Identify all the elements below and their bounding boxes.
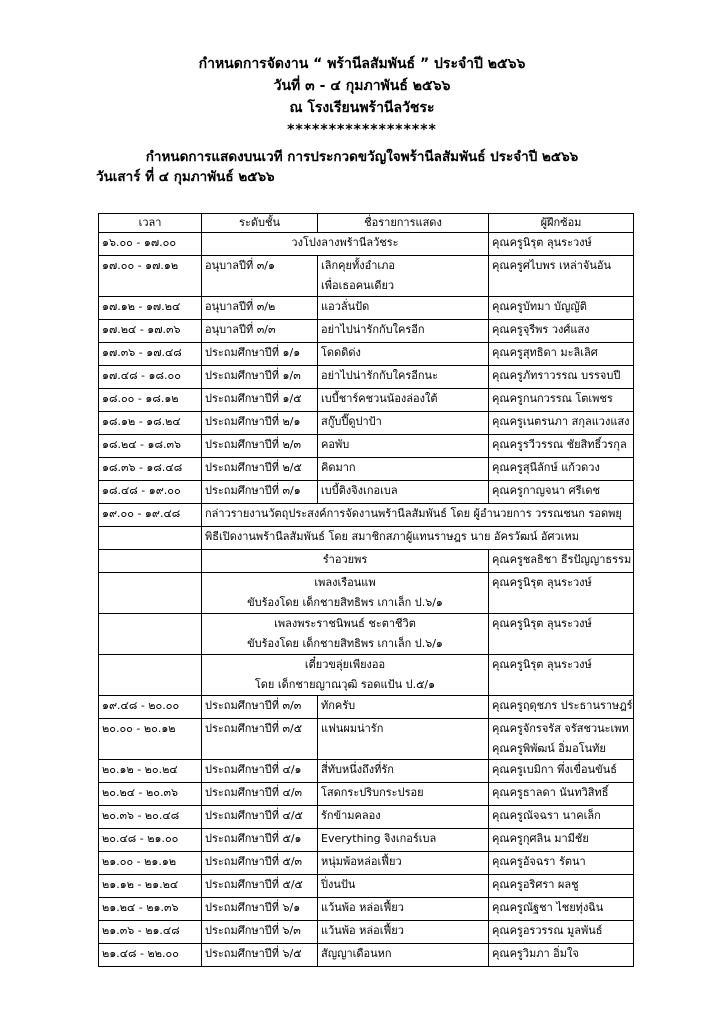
table-row — [99, 829, 634, 852]
header-trainer: ผู้ฝึกซ้อม — [489, 214, 634, 233]
cell-level: ประถมศึกษาปีที่ ๒/๕ — [202, 458, 318, 481]
trainer-name: คุณครูชลธิชา ธีรปัญญาธรรม — [492, 553, 632, 566]
show-name: ทักครับ — [321, 699, 356, 712]
event-dates: วันที่ ๓ - ๔ กุมภาพันธ์ ๒๕๖๖ — [273, 78, 451, 94]
trainer-name: คุณครูธาลดา นันทวิสิทธิ์ — [492, 786, 609, 799]
show-name: ปิ่งนปัน — [321, 878, 356, 891]
cell-show — [318, 806, 489, 829]
cell-trainer — [489, 760, 634, 783]
cell-show — [318, 366, 489, 389]
cell-level: ประถมศึกษาปีที่ ๓/๕ — [202, 719, 318, 760]
merged-line: พิธีเปิดงานพร้านีลสัมพันธ์ โดย สมาชิกสภาผู้แทนราษฎร นาย อัครวัฒน์ อัศวเหม — [205, 530, 579, 543]
show-name: แว้นพ้อ หล่อเฟี้ยว — [321, 901, 404, 914]
table-row — [99, 719, 634, 760]
cell-merged — [202, 655, 489, 696]
cell-show — [318, 297, 489, 320]
show-name: แว้นพ้อ หล่อเฟี้ยว — [321, 924, 404, 937]
trainer-name: คุณครูนิรุต ลุนระวงษ์ — [492, 576, 592, 589]
show-name: แฟนผมน่ารัก — [321, 722, 384, 735]
trainer-name: คุณครูอริศรา ผลชู — [492, 878, 579, 891]
show-name: เบบี้ชาร์คชวนน้องล่องใต้ — [321, 392, 438, 405]
trainer-name: คุณครูบัทมา บัญญัติ — [492, 300, 587, 313]
cell-time — [99, 527, 202, 550]
cell-time: ๑๘.๑๒ - ๑๘.๒๔ — [99, 412, 202, 435]
trainer-name: คุณครูณัฐชา ไชยทุ่งฉิน — [492, 901, 604, 914]
merged-line: เพลงเรือนแพ — [314, 576, 376, 589]
cell-time: ๒๐.๔๘ - ๒๑.๐๐ — [99, 829, 202, 852]
show-name: โสดกระปริบกระปรอย — [321, 786, 424, 799]
merged-line: กล่าวรายงานวัตถุประสงค์การจัดงานพร้านีลสัมพันธ์ โดย ผู้อำนวยการ วรรณชนก รอดพยุ — [205, 507, 622, 520]
table-row — [99, 366, 634, 389]
cell-time: ๒๑.๐๐ - ๒๑.๑๒ — [99, 852, 202, 875]
cell-time: ๒๐.๐๐ - ๒๐.๑๒ — [99, 719, 202, 760]
table-row — [99, 783, 634, 806]
cell-time — [99, 614, 202, 655]
cell-show — [318, 343, 489, 366]
cell-merged — [202, 614, 489, 655]
cell-show — [318, 696, 489, 719]
cell-show — [318, 760, 489, 783]
cell-trainer — [489, 458, 634, 481]
cell-trainer — [489, 944, 634, 967]
table-row — [99, 412, 634, 435]
cell-trainer — [489, 614, 634, 655]
trainer-name: คุณครูอัจฉรา รัตนา — [492, 855, 586, 868]
trainer-name: คุณครูเบมิกา พึ่งเขื่อนขันธ์ — [492, 763, 617, 776]
cell-show — [318, 412, 489, 435]
cell-trainer — [489, 435, 634, 458]
table-row — [99, 875, 634, 898]
merged-line-2: ขับร้องโดย เด็กชายสิทธิพร เกาเล็ก ป.๖/๑ — [247, 637, 443, 650]
cell-show — [318, 875, 489, 898]
cell-time: ๒๑.๑๒ - ๒๑.๒๔ — [99, 875, 202, 898]
merged-line-2: ขับร้องโดย เด็กชายสิทธิพร เกาเล็ก ป.๖/๑ — [247, 596, 443, 609]
cell-time — [99, 573, 202, 614]
trainer-name: คุณครูณัจฉรา นาคเล็ก — [492, 809, 601, 822]
cell-trainer — [489, 412, 634, 435]
cell-level: ประถมศึกษาปีที่ ๕/๑ — [202, 829, 318, 852]
show-name: คิดมาก — [321, 461, 356, 474]
table-row — [99, 852, 634, 875]
day-label: วันเสาร์ ที่ ๔ กุมภาพันธ์ ๒๕๖๖ — [96, 169, 275, 185]
merged-line: เพลงพระราชนิพนธ์ ชะตาชีวิต — [274, 617, 416, 630]
cell-time: ๑๗.๐๐ - ๑๗.๑๒ — [99, 256, 202, 297]
cell-show — [318, 320, 489, 343]
cell-trainer — [489, 297, 634, 320]
cell-time: ๒๑.๔๘ - ๒๒.๐๐ — [99, 944, 202, 967]
cell-trainer — [489, 898, 634, 921]
cell-time: ๑๙.๔๘ - ๒๐.๐๐ — [99, 696, 202, 719]
cell-level: ประถมศึกษาปีที่ ๑/๕ — [202, 389, 318, 412]
show-name: อย่าไปน่ารักกับใครอีกนะ — [321, 369, 438, 382]
show-name: สกู๊บปี๊ดูปาป้า — [321, 415, 382, 428]
trainer-name: คุณครูนิรุต ลุนระวงษ์ — [492, 617, 592, 630]
table-row — [99, 614, 634, 655]
cell-time: ๑๗.๓๖ - ๑๗.๔๘ — [99, 343, 202, 366]
cell-level: ประถมศึกษาปีที่ ๑/๓ — [202, 366, 318, 389]
show-name: คอพับ — [321, 438, 350, 451]
cell-merged — [202, 504, 634, 527]
table-row — [99, 458, 634, 481]
cell-time: ๑๘.๔๘ - ๑๙.๐๐ — [99, 481, 202, 504]
cell-level: อนุบาลปีที่ ๓/๒ — [202, 297, 318, 320]
cell-merged — [202, 550, 489, 573]
cell-time: ๑๘.๐๐ - ๑๘.๑๒ — [99, 389, 202, 412]
cell-trainer — [489, 783, 634, 806]
show-name: โดดดิด่ง — [321, 346, 361, 359]
trainer-name: คุณครูนิรุต ลุนระวงษ์ — [492, 236, 592, 249]
show-name: เบบี้ติงจิงเกอเบล — [321, 484, 398, 497]
cell-level: ประถมศึกษาปีที่ ๓/๓ — [202, 696, 318, 719]
cell-level: ประถมศึกษาปีที่ ๖/๕ — [202, 944, 318, 967]
table-row — [99, 760, 634, 783]
cell-show — [318, 852, 489, 875]
show-name: รักข้ามคลอง — [321, 809, 381, 822]
table-row — [99, 389, 634, 412]
show-name: หนุ่มพ้อหล่อเฟี้ยว — [321, 855, 402, 868]
cell-show — [318, 481, 489, 504]
cell-level: ประถมศึกษาปีที่ ๔/๕ — [202, 806, 318, 829]
show-name: สี่ทับหนึ่งถึงที่รัก — [321, 763, 394, 776]
cell-trainer — [489, 366, 634, 389]
schedule-table — [98, 213, 634, 967]
cell-trainer — [489, 481, 634, 504]
cell-merged — [202, 233, 489, 256]
cell-show — [318, 719, 489, 760]
cell-show — [318, 389, 489, 412]
trainer-name: คุณครูกาญจนา ศรีเดช — [492, 484, 600, 497]
show-name: แอวลั่นปัด — [321, 300, 370, 313]
trainer-name-2: คุณครูพิพัฒน์ อิ่มอโนทัย — [492, 742, 606, 755]
trainer-name: คุณครูจักรจรัส จรัสชวนะเพท — [492, 722, 629, 735]
separator-stars: ****************** — [287, 122, 437, 138]
merged-line: เตี๋ยวขลุ่ยเพียงออ — [304, 658, 386, 671]
table-row — [99, 921, 634, 944]
cell-merged — [202, 573, 489, 614]
table-header-row — [99, 214, 634, 233]
cell-trainer — [489, 921, 634, 944]
table-row — [99, 527, 634, 550]
table-row — [99, 550, 634, 573]
cell-time: ๑๗.๔๘ - ๑๘.๐๐ — [99, 366, 202, 389]
cell-trainer — [489, 806, 634, 829]
table-row — [99, 944, 634, 967]
cell-show — [318, 944, 489, 967]
trainer-name: คุณครูศไบพร เหล่าจันอัน — [492, 259, 612, 272]
table-row — [99, 233, 634, 256]
cell-level: ประถมศึกษาปีที่ ๕/๓ — [202, 852, 318, 875]
show-name-2: เพื่อเธอคนเดียว — [321, 279, 395, 292]
trainer-name: คุณครูกนกวรรณ โตเพชร — [492, 392, 613, 405]
cell-level: ประถมศึกษาปีที่ ๒/๓ — [202, 435, 318, 458]
header-level: ระดับชั้น — [202, 214, 318, 233]
cell-show — [318, 783, 489, 806]
table-row — [99, 696, 634, 719]
cell-level: ประถมศึกษาปีที่ ๔/๓ — [202, 783, 318, 806]
show-name: เลิกคุยทั้งอำเภอ — [321, 259, 395, 272]
cell-trainer — [489, 256, 634, 297]
cell-level: ประถมศึกษาปีที่ ๖/๓ — [202, 921, 318, 944]
table-row — [99, 806, 634, 829]
cell-level: ประถมศึกษาปีที่ ๖/๑ — [202, 898, 318, 921]
cell-show — [318, 921, 489, 944]
trainer-name: คุณครูภัทราวรรณ บรรจบปี — [492, 369, 621, 382]
cell-trainer — [489, 719, 634, 760]
cell-time: ๑๗.๒๔ - ๑๗.๓๖ — [99, 320, 202, 343]
cell-time: ๒๐.๑๒ - ๒๐.๒๔ — [99, 760, 202, 783]
cell-level: อนุบาลปีที่ ๓/๓ — [202, 320, 318, 343]
document-title: กำหนดการจัดงาน “ พร้านีลสัมพันธ์ ” ประจำปี ๒๕๖๖ — [198, 56, 526, 72]
table-row — [99, 435, 634, 458]
merged-line: วงโปงลางพร้านีลวัชระ — [291, 236, 399, 249]
cell-time: ๒๑.๒๔ - ๒๑.๓๖ — [99, 898, 202, 921]
header-time: เวลา — [99, 214, 202, 233]
trainer-name: คุณครูฤดุชภร ประธานราษฎร์ — [492, 699, 633, 712]
cell-trainer — [489, 389, 634, 412]
cell-time: ๑๘.๒๔ - ๑๘.๓๖ — [99, 435, 202, 458]
merged-line-2: โดย เด็กชายญาณวุฒิ รอดแป้น ป.๕/๑ — [254, 678, 436, 691]
cell-show — [318, 256, 489, 297]
event-venue: ณ โรงเรียนพร้านีลวัชระ — [289, 100, 435, 116]
trainer-name: คุณครูเนตรนภา สกุลแวงแสง — [492, 415, 630, 428]
trainer-name: คุณครูวิมภา อิ่มใจ — [492, 947, 579, 960]
show-name: Everything จิงเกอร์เบล — [321, 832, 437, 845]
cell-time: ๒๑.๓๖ - ๒๑.๔๘ — [99, 921, 202, 944]
cell-time: ๑๘.๓๖ - ๑๘.๔๘ — [99, 458, 202, 481]
table-row — [99, 573, 634, 614]
table-row — [99, 297, 634, 320]
trainer-name: คุณครูกุศลิน มามีชัย — [492, 832, 589, 845]
cell-trainer — [489, 320, 634, 343]
cell-show — [318, 829, 489, 852]
merged-line: รำอวยพร — [322, 553, 368, 566]
cell-level: อนุบาลปีที่ ๓/๑ — [202, 256, 318, 297]
cell-time: ๑๙.๐๐ - ๑๙.๔๘ — [99, 504, 202, 527]
trainer-name: คุณครูสุนีลักษ์ แก้วดวง — [492, 461, 600, 474]
cell-show — [318, 458, 489, 481]
table-row — [99, 343, 634, 366]
cell-show — [318, 898, 489, 921]
cell-time: ๑๗.๑๒ - ๑๗.๒๔ — [99, 297, 202, 320]
cell-time — [99, 655, 202, 696]
cell-level: ประถมศึกษาปีที่ ๕/๕ — [202, 875, 318, 898]
trainer-name: คุณครูอรวรรณ มูลพันธ์ — [492, 924, 603, 937]
schedule-subtitle: กำหนดการแสดงบนเวที การประกวดขวัญใจพร้านีลสัมพันธ์ ประจำปี ๒๕๖๖ — [145, 149, 579, 165]
header-show: ชื่อรายการแสดง — [318, 214, 489, 233]
cell-level: ประถมศึกษาปีที่ ๒/๑ — [202, 412, 318, 435]
cell-trainer — [489, 550, 634, 573]
cell-show — [318, 435, 489, 458]
trainer-name: คุณครูรวีวรรณ ชัยสิทธิ์วรกุล — [492, 438, 627, 451]
trainer-name: คุณครูนิรุต ลุนระวงษ์ — [492, 658, 592, 671]
trainer-name: คุณครูจุรีพร วงศ์แสง — [492, 323, 590, 336]
show-name: สัญญาเดือนหก — [321, 947, 392, 960]
trainer-name: คุณครูสุทธิดา มะลิเลิศ — [492, 346, 598, 359]
cell-time: ๒๐.๒๔ - ๒๐.๓๖ — [99, 783, 202, 806]
table-row — [99, 320, 634, 343]
table-row — [99, 256, 634, 297]
table-row — [99, 898, 634, 921]
cell-trainer — [489, 852, 634, 875]
cell-level: ประถมศึกษาปีที่ ๓/๑ — [202, 481, 318, 504]
cell-trainer — [489, 875, 634, 898]
cell-trainer — [489, 696, 634, 719]
cell-time — [99, 550, 202, 573]
cell-level: ประถมศึกษาปีที่ ๔/๑ — [202, 760, 318, 783]
cell-trainer — [489, 573, 634, 614]
table-row — [99, 481, 634, 504]
show-name: อย่าไปน่ารักกับใครอีก — [321, 323, 425, 336]
cell-time: ๒๐.๓๖ - ๒๐.๔๘ — [99, 806, 202, 829]
cell-trainer — [489, 233, 634, 256]
cell-time: ๑๖.๐๐ - ๑๗.๐๐ — [99, 233, 202, 256]
table-row — [99, 655, 634, 696]
cell-level: ประถมศึกษาปีที่ ๑/๑ — [202, 343, 318, 366]
cell-merged — [202, 527, 634, 550]
table-row — [99, 504, 634, 527]
cell-trainer — [489, 829, 634, 852]
cell-trainer — [489, 655, 634, 696]
cell-trainer — [489, 343, 634, 366]
